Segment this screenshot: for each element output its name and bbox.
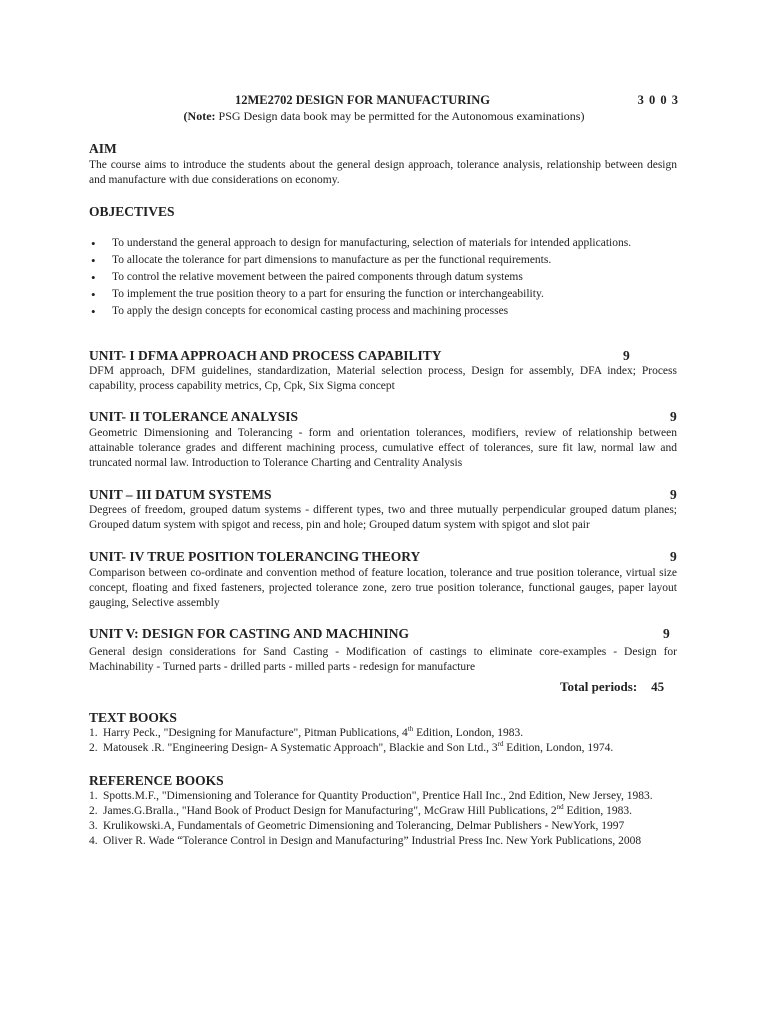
list-item <box>89 819 677 834</box>
note-text: PSG Design data book may be permitted for the Autonomous examinations) <box>215 109 585 123</box>
item-text: James.G.Bralla., "Hand Book of Product Design for Manufacturing", McGraw Hill Publications, 2 <box>103 805 557 817</box>
item-text: Harry Peck., "Designing for Manufacture", Pitman Publications, 4 <box>103 727 408 739</box>
unit-1-text: DFM approach, DFM guidelines, standardization, Material selection process, Design for assembly, DFA index; Process capability, process capability metrics, Cp, Cpk, Six Sigma concept <box>89 365 677 392</box>
unit-title: UNIT V: DESIGN FOR CASTING AND MACHINING <box>89 626 410 641</box>
unit-title: UNIT- I DFMA APPROACH AND PROCESS CAPABILITY <box>89 348 442 363</box>
item-text: Matousek .R. "Engineering Design- A Systematic Approach", Blackie and Son Ltd., 3 <box>103 742 498 754</box>
unit-1-heading <box>89 348 679 364</box>
note-prefix: (Note: <box>183 109 216 123</box>
total-label: Total periods: <box>560 679 638 694</box>
course-note <box>89 109 679 124</box>
aim-text: The course aims to introduce the students about the general design approach, tolerance analysis, relationship between design and manufacture with due considerations on economy. <box>89 159 677 186</box>
total-periods <box>560 679 664 694</box>
list-item <box>89 804 677 819</box>
course-title-row <box>89 93 679 109</box>
total-value: 45 <box>651 679 665 694</box>
item-text: Krulikowski.A, Fundamentals of Geometric Dimensioning and Tolerancing, Delmar Publishers - NewYork, 1997 <box>103 820 625 832</box>
course-credits: 3 0 0 3 <box>637 93 679 107</box>
unit-hours: 9 <box>663 626 670 641</box>
item-text-end: Edition, 1983. <box>563 805 633 817</box>
objective-item: • To allocate the tolerance for part dimensions to manufacture as per the functional requirements. <box>89 253 677 268</box>
unit-title: UNIT- IV TRUE POSITION TOLERANCING THEORY <box>89 549 421 564</box>
unit-2-text: Geometric Dimensioning and Tolerancing - form and orientation tolerances, modifiers, review of relationship between attainable tolerance grades and different machining process, cumulative effect of tolerances, sure fit law, normal law and truncated normal law. Introduction to Tolerance Charting and Centrality Analysis <box>89 427 677 469</box>
text-books-list <box>89 726 677 756</box>
item-number: 1. <box>89 790 98 802</box>
item-sup: rd <box>497 740 504 749</box>
objective-item: • To control the relative movement between the paired components through datum systems <box>89 270 677 285</box>
unit-4-heading <box>89 549 679 565</box>
unit-3-heading <box>89 487 679 503</box>
objective-item: • To understand the general approach to design for manufacturing, selection of materials for intended applications. <box>89 236 677 251</box>
course-title: 12ME2702 DESIGN FOR MANUFACTURING <box>235 93 490 107</box>
list-item <box>89 789 677 804</box>
text-books-heading: TEXT BOOKS <box>89 710 177 725</box>
item-sup: th <box>407 725 414 734</box>
item-number: 2. <box>89 805 98 817</box>
reference-books-list <box>89 789 677 849</box>
unit-title: UNIT- II TOLERANCE ANALYSIS <box>89 409 298 424</box>
list-item <box>89 726 677 741</box>
item-number: 2. <box>89 742 98 754</box>
reference-books-heading: REFERENCE BOOKS <box>89 773 224 788</box>
item-number: 1. <box>89 727 98 739</box>
objectives-heading: OBJECTIVES <box>89 204 175 219</box>
list-item <box>89 741 677 756</box>
objective-item: • To implement the true position theory to a part for ensuring the function or interchangeability. <box>89 287 677 302</box>
item-text: Oliver R. Wade “Tolerance Control in Design and Manufacturing” Industrial Press Inc. New York Publications, 2008 <box>103 835 642 847</box>
objective-item: • To apply the design concepts for economical casting process and machining processes <box>89 304 677 319</box>
unit-hours: 9 <box>670 549 677 564</box>
unit-title: UNIT – III DATUM SYSTEMS <box>89 487 272 502</box>
unit-hours: 9 <box>670 409 677 424</box>
unit-5-heading <box>89 626 679 642</box>
unit-hours: 9 <box>623 348 630 363</box>
item-text-end: Edition, London, 1974. <box>503 742 614 754</box>
unit-3-text: Degrees of freedom, grouped datum systems - different types, two and three mutually perpendicular grouped datum planes; Grouped datum system with spigot and recess, pin and hole; Grouped datum system with spigot and slot pair <box>89 504 677 531</box>
item-number: 4. <box>89 835 98 847</box>
item-text-end: Edition, London, 1983. <box>413 727 524 739</box>
aim-heading: AIM <box>89 141 117 156</box>
item-sup: nd <box>556 803 564 812</box>
unit-5-text: General design considerations for Sand Casting - Modification of castings to eliminate core-examples - Design for Machinability - Turned parts - drilled parts - milled parts - redesign for manufacture <box>89 646 677 673</box>
unit-2-heading <box>89 409 679 425</box>
objectives-list <box>89 236 677 321</box>
list-item <box>89 834 677 849</box>
item-number: 3. <box>89 820 98 832</box>
unit-hours: 9 <box>670 487 677 502</box>
unit-4-text: Comparison between co-ordinate and convention method of feature location, tolerance and true position tolerance, virtual size concept, floating and fixed fasteners, projected tolerance zone, zero true position tolerance, functional gauges, paper layout gauging, Selective assembly <box>89 567 677 609</box>
item-text: Spotts.M.F., "Dimensioning and Tolerance for Quantity Production", Prentice Hall Inc., 2nd Edition, New Jersey, 1983. <box>103 790 653 802</box>
